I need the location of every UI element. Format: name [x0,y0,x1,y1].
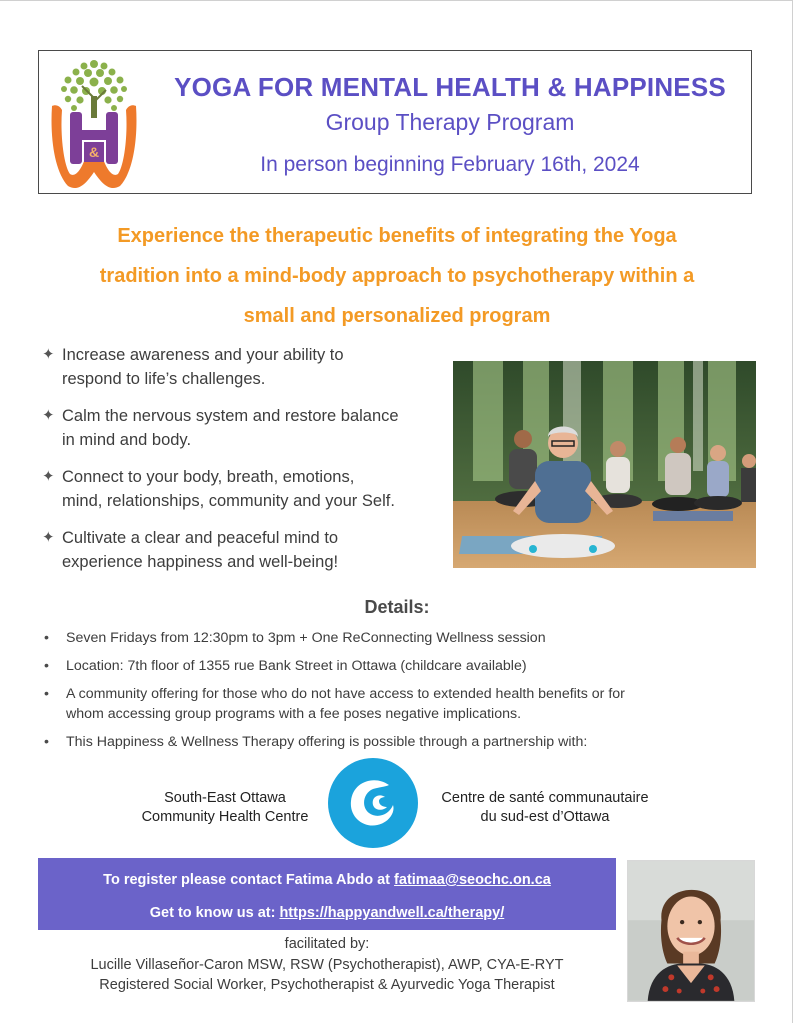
partner-line: Community Health Centre [141,809,309,825]
page-subtitle: Group Therapy Program [325,109,575,135]
email-link[interactable]: fatimaa@seochc.on.ca [394,872,551,888]
detail-item [42,628,742,648]
partner-line: du sud-est d’Ottawa [480,809,610,825]
partner-line: Centre de santé communautaire [441,790,649,806]
bullet-icon: • [44,658,49,674]
bullet-icon: • [44,630,49,646]
sparkle-icon: ✦ [42,468,55,485]
detail-text: This Happiness & Wellness Therapy offering is possible through a partnership with: [66,734,588,750]
facilitator-name: Lucille Villaseñor-Caron MSW, RSW (Psychotherapist), AWP, CYA-E-RYT [90,957,564,973]
benefit-text: Increase awareness and your ability to [62,346,344,364]
benefits-list [42,343,442,587]
partner-line: South-East Ottawa [164,790,286,806]
detail-item [42,684,742,724]
tagline [40,216,754,336]
register-web-text: Get to know us at: [149,905,280,921]
benefit-text: in mind and body. [62,431,192,449]
detail-text: Seven Fridays from 12:30pm to 3pm + One ReConnecting Wellness session [66,630,546,646]
detail-item [42,732,742,752]
benefit-text: Cultivate a clear and peaceful mind to [62,529,339,547]
bullet-icon: • [44,734,49,750]
benefit-text: Connect to your body, breath, emotions, [62,468,355,486]
detail-item [42,656,742,676]
website-link[interactable]: https://happyandwell.ca/therapy/ [279,905,505,921]
tagline-line: small and personalized program [243,305,551,327]
seochc-logo-icon [327,757,419,849]
register-web-line [38,905,616,921]
register-contact-line [38,872,616,888]
partner-name-french [428,789,662,827]
benefit-item [42,526,442,574]
facilitator-title: Registered Social Worker, Psychotherapist & Ayurvedic Yoga Therapist [99,977,555,993]
benefit-item [42,343,442,391]
start-date: In person beginning February 16th, 2024 [260,153,640,176]
yoga-class-photo [453,361,756,568]
register-banner [38,858,616,930]
details-list [42,628,742,760]
detail-text: Location: 7th floor of 1355 rue Bank Street in Ottawa (childcare available) [66,658,527,674]
bullet-icon: • [44,686,49,702]
register-contact-text: To register please contact Fatima Abdo at [103,872,395,888]
benefit-text: experience happiness and well-being! [62,553,339,571]
page-title: YOGA FOR MENTAL HEALTH & HAPPINESS [174,72,726,102]
sparkle-icon: ✦ [42,529,55,546]
logo-ampersand: & [88,144,100,160]
details-heading: Details: [364,597,430,617]
facilitator-portrait [627,860,755,1002]
benefit-text: mind, relationships, community and your Self. [62,492,395,510]
facilitated-by-label: facilitated by: [284,936,370,952]
detail-text: A community offering for those who do not have access to extended health benefits or for [66,686,625,702]
tagline-line: Experience the therapeutic benefits of integrating the Yoga [117,225,677,247]
tagline-line: tradition into a mind-body approach to psychotherapy within a [99,265,695,287]
benefit-text: Calm the nervous system and restore balance [62,407,399,425]
sparkle-icon: ✦ [42,407,55,424]
happiness-wellness-logo [48,56,140,190]
sparkle-icon: ✦ [42,346,55,363]
benefit-item [42,404,442,452]
partner-name-english [120,789,330,827]
benefit-item [42,465,442,513]
detail-text: whom accessing group programs with a fee poses negative implications. [66,706,522,722]
benefit-text: respond to life’s challenges. [62,370,266,388]
